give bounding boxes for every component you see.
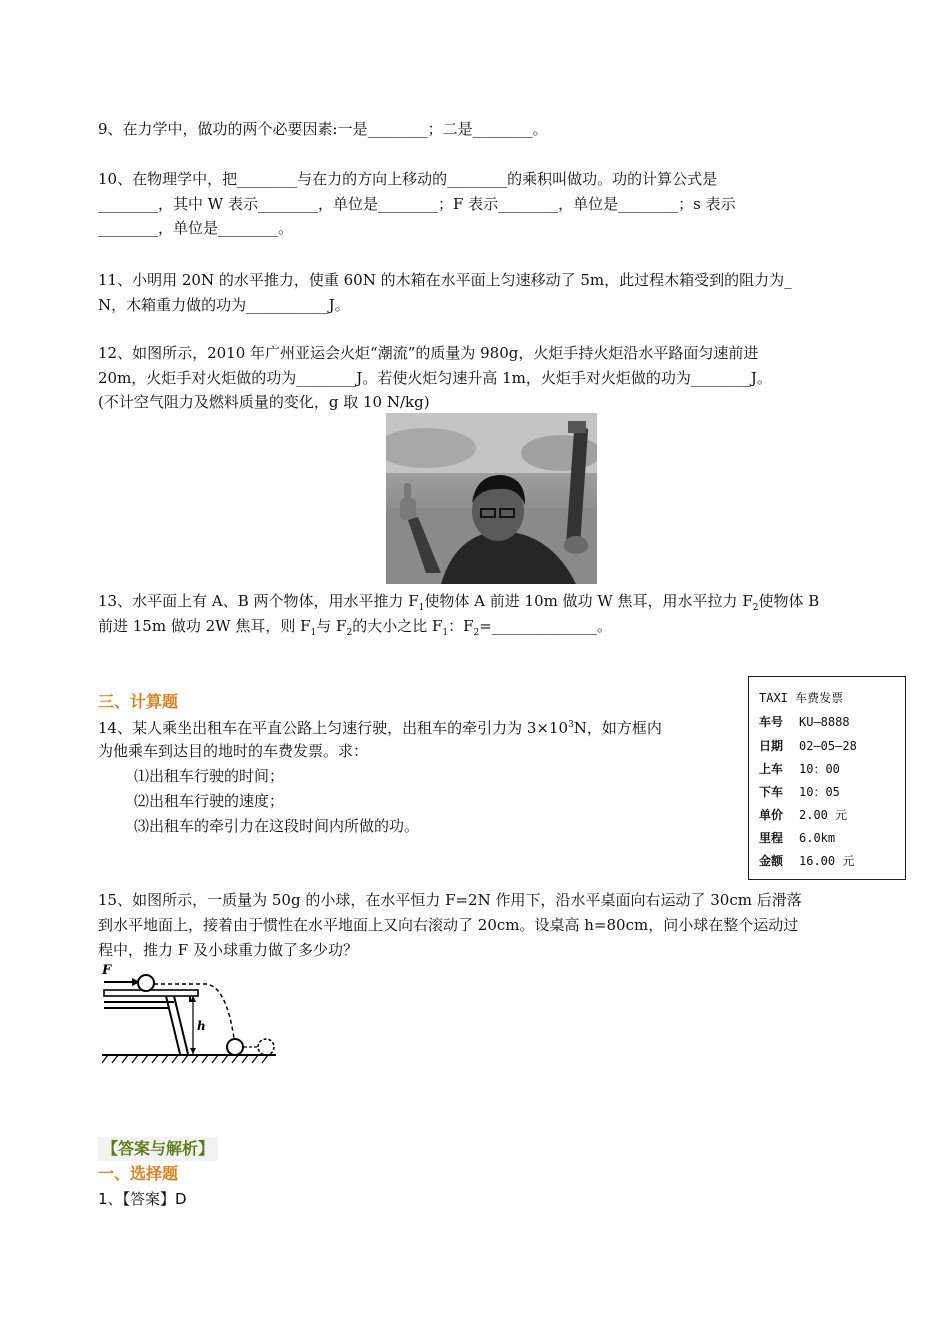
section-heading-multiple-choice: 一、选择题 bbox=[98, 1164, 179, 1183]
question-14-sub-1: ⑴出租车行驶的时间； bbox=[134, 767, 285, 785]
question-11-line-2: N，木箱重力做的功为___________J。 bbox=[98, 296, 350, 314]
question-13-line-1: 13、水平面上有 A、B 两个物体，用水平推力 $F_1$使物体 A 前进 10m 做功 W 焦耳，用水平拉力 $F_2$使物体 B bbox=[98, 592, 820, 613]
answer-1: 1、【答案】D bbox=[98, 1190, 187, 1208]
question-15-line-3: 程中，推力 F 及小球重力做了多少功？ bbox=[98, 941, 358, 959]
torch-bearer-photo bbox=[386, 413, 597, 584]
question-12-line-2: 20m，火炬手对火炬做的功为________J。若使火炬匀速升高 1m，火炬手对火炬做的功为________J。 bbox=[98, 369, 772, 387]
question-14-sub-2: ⑵出租车行驶的速度； bbox=[134, 792, 285, 810]
taxi-row-date: 日期 02—05—28 bbox=[759, 739, 857, 753]
question-9: 9、在力学中，做功的两个必要因素:一是________；二是________。 bbox=[98, 120, 548, 138]
taxi-receipt bbox=[748, 676, 906, 880]
taxi-row-plate: 车号 KU—8888 bbox=[759, 715, 850, 729]
question-15-line-2: 到水平地面上，接着由于惯性在水平地面上又向右滚动了 20cm。设桌高 h=80cm，问小球在整个运动过 bbox=[98, 916, 799, 934]
question-13-line-2: 前进 15m 做功 2W 焦耳，则 $F_1$与 $F_2$的大小之比 $F_1$：$F_2=\_\_\_\_\_\_\_\_\_\_\_\_\_\_$。 bbox=[98, 617, 612, 638]
question-14-sub-3: ⑶出租车的牵引力在这段时间内所做的功。 bbox=[134, 817, 420, 835]
section-heading-calculation: 三、计算题 bbox=[98, 692, 179, 711]
taxi-receipt-title: TAXI 车费发票 bbox=[759, 691, 844, 705]
question-10-line-1: 10、在物理学中，把________与在力的方向上移动的________的乘积叫做功。功的计算公式是 bbox=[98, 170, 718, 188]
force-label: F bbox=[102, 963, 112, 978]
taxi-row-alight: 下车 10：05 bbox=[759, 785, 840, 799]
taxi-row-distance: 里程 6.0km bbox=[759, 831, 836, 845]
answer-banner: 【答案与解析】 bbox=[98, 1137, 218, 1161]
question-12-line-3: (不计空气阻力及燃料质量的变化，g 取 10 N/kg) bbox=[98, 393, 430, 411]
question-10-line-2: ________，其中 W 表示________，单位是________；F 表示________，单位是________；s 表示 bbox=[98, 195, 736, 213]
question-15-line-1: 15、如图所示，一质量为 50g 的小球，在水平恒力 F=2N 作用下，沿水平桌面向右运动了 30cm 后滑落 bbox=[98, 891, 802, 909]
question-14-line-2: 为他乘车到达目的地时的车费发票。求： bbox=[98, 742, 369, 760]
question-14-line-1: 14、某人乘坐出租车在平直公路上匀速行驶，出租车的牵引力为 $3\times 10^3N$，如方框内 bbox=[98, 719, 662, 737]
question-12-line-1: 12、如图所示，2010 年广州亚运会火炬“潮流”的质量为 980g，火炬手持火炬沿水平路面匀速前进 bbox=[98, 344, 759, 362]
taxi-row-unit-price: 单价 2.00 元 bbox=[759, 808, 848, 822]
table-ball-diagram bbox=[98, 962, 278, 1066]
question-10-line-3: ________，单位是________。 bbox=[98, 219, 294, 237]
question-11-line-1: 11、小明用 20N 的水平推力，使重 60N 的木箱在水平面上匀速移动了 5m，此过程木箱受到的阻力为_ bbox=[98, 271, 792, 289]
taxi-row-board: 上车 10：00 bbox=[759, 762, 840, 776]
height-label: h bbox=[197, 1019, 206, 1033]
torch-bearer-illustration bbox=[386, 413, 597, 584]
table-ball-figure bbox=[98, 962, 278, 1066]
taxi-row-amount: 金额 16.00 元 bbox=[759, 854, 855, 868]
